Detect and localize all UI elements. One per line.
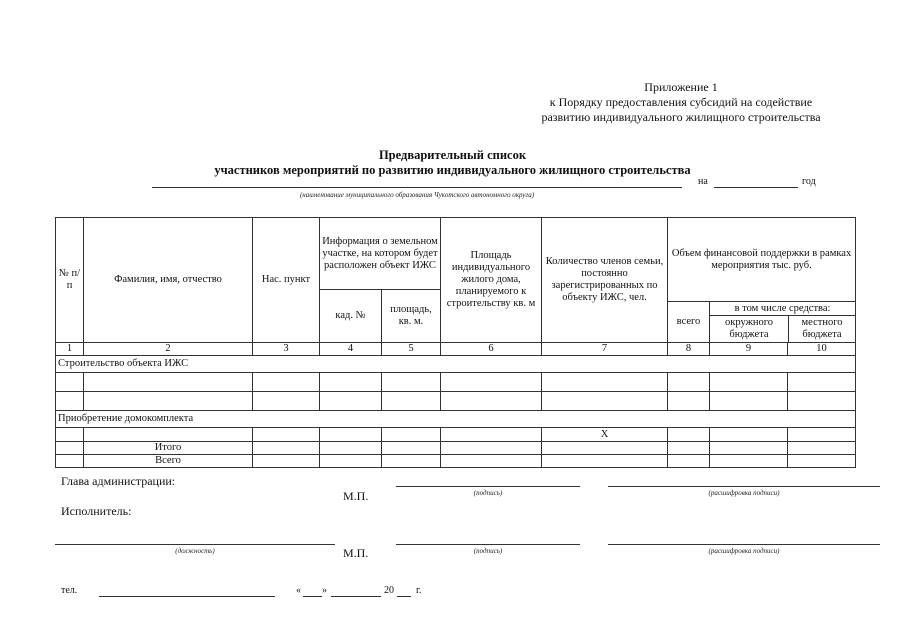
executor-signature-caption: (подпись) xyxy=(473,547,503,555)
executor-decode-line[interactable] xyxy=(608,544,880,545)
municipality-line[interactable] xyxy=(152,187,682,188)
header-area: площадь, кв. м. xyxy=(382,290,441,343)
mp-stamp-1: М.П. xyxy=(343,489,369,503)
date-g-label: г. xyxy=(416,585,422,596)
document-title xyxy=(0,148,905,178)
header-local: местного бюджета xyxy=(801,317,843,340)
date-open-quote: « xyxy=(296,585,301,596)
section-construction: Строительство объекта ИЖС xyxy=(56,356,856,373)
col-num-8: 8 xyxy=(668,343,710,356)
position-line[interactable] xyxy=(55,544,335,545)
god-label: год xyxy=(802,176,816,187)
header-including-cell xyxy=(710,302,856,343)
header-land-info: Информация о земельном участке, на котором будет расположен объект ИЖС xyxy=(320,218,441,290)
vsego-row xyxy=(56,455,856,468)
col-num-1: 1 xyxy=(56,343,84,356)
date-year-line[interactable] xyxy=(397,596,411,597)
head-decode-caption: (расшифровка подписи) xyxy=(708,489,780,497)
executor-label: Исполнитель: xyxy=(61,504,132,518)
col-num-4: 4 xyxy=(320,343,382,356)
municipality-caption: (наименование муниципального образования Чукотского автономного округа) xyxy=(299,191,535,199)
date-month-line[interactable] xyxy=(331,596,381,597)
header-including: в том числе средства: xyxy=(710,302,855,316)
tel-label: тел. xyxy=(61,585,78,596)
year-line[interactable] xyxy=(714,187,798,188)
header-budget-split xyxy=(710,316,855,342)
head-decode-line[interactable] xyxy=(608,486,880,487)
col-numbers-row xyxy=(56,343,856,356)
executor-signature-line[interactable] xyxy=(396,544,580,545)
col-num-7: 7 xyxy=(542,343,668,356)
tel-line[interactable] xyxy=(99,596,275,597)
head-signature-caption: (подпись) xyxy=(473,489,503,497)
header-num: № п/п xyxy=(56,218,84,343)
annex-line1: Приложение 1 xyxy=(644,80,718,94)
annex-line2: к Порядку предоставления субсидий на содействие xyxy=(549,95,813,109)
table-row xyxy=(56,428,856,442)
header-family: Количество членов семьи, постоянно зарегистрированных по объекту ИЖС, чел. xyxy=(542,218,668,343)
col-num-10: 10 xyxy=(788,343,856,356)
head-label: Глава администрации: xyxy=(61,474,176,488)
col-num-3: 3 xyxy=(253,343,320,356)
x-mark: X xyxy=(542,428,668,442)
header-district: окружного бюджета xyxy=(710,316,789,342)
header-kad: кад. № xyxy=(320,290,382,343)
header-support: Объем финансовой поддержки в рамках мероприятия тыс. руб. xyxy=(668,218,856,302)
col-num-9: 9 xyxy=(710,343,788,356)
date-day-line[interactable] xyxy=(303,596,322,597)
header-fio: Фамилия, имя, отчество xyxy=(84,218,253,343)
header-place: Нас. пункт xyxy=(253,218,320,343)
title-line1: Предварительный список xyxy=(378,148,527,162)
table-row xyxy=(56,373,856,392)
header-total: всего xyxy=(668,302,710,343)
head-signature-line[interactable] xyxy=(396,486,580,487)
position-caption: (должность) xyxy=(175,547,215,555)
title-line2: участников мероприятий по развитию индивидуального жилищного строительства xyxy=(214,163,691,177)
section-kit-purchase: Приобретение домокомплекта xyxy=(56,411,856,428)
col-num-6: 6 xyxy=(441,343,542,356)
header-house-area: Площадь индивидуального жилого дома, планируемого к строительству кв. м xyxy=(441,218,542,343)
itogo-label: Итого xyxy=(84,442,253,455)
mp-stamp-2: М.П. xyxy=(343,546,369,560)
date-close-quote: » xyxy=(322,585,327,596)
participants-table xyxy=(55,217,856,468)
na-label: на xyxy=(698,176,708,187)
vsego-label: Всего xyxy=(84,455,253,468)
annex-block xyxy=(511,80,851,125)
annex-line3: развитию индивидуального жилищного строительства xyxy=(541,110,821,124)
col-num-5: 5 xyxy=(382,343,441,356)
table-row xyxy=(56,392,856,411)
itogo-row xyxy=(56,442,856,455)
executor-decode-caption: (расшифровка подписи) xyxy=(708,547,780,555)
date-year-prefix: 20 xyxy=(384,585,394,596)
col-num-2: 2 xyxy=(84,343,253,356)
